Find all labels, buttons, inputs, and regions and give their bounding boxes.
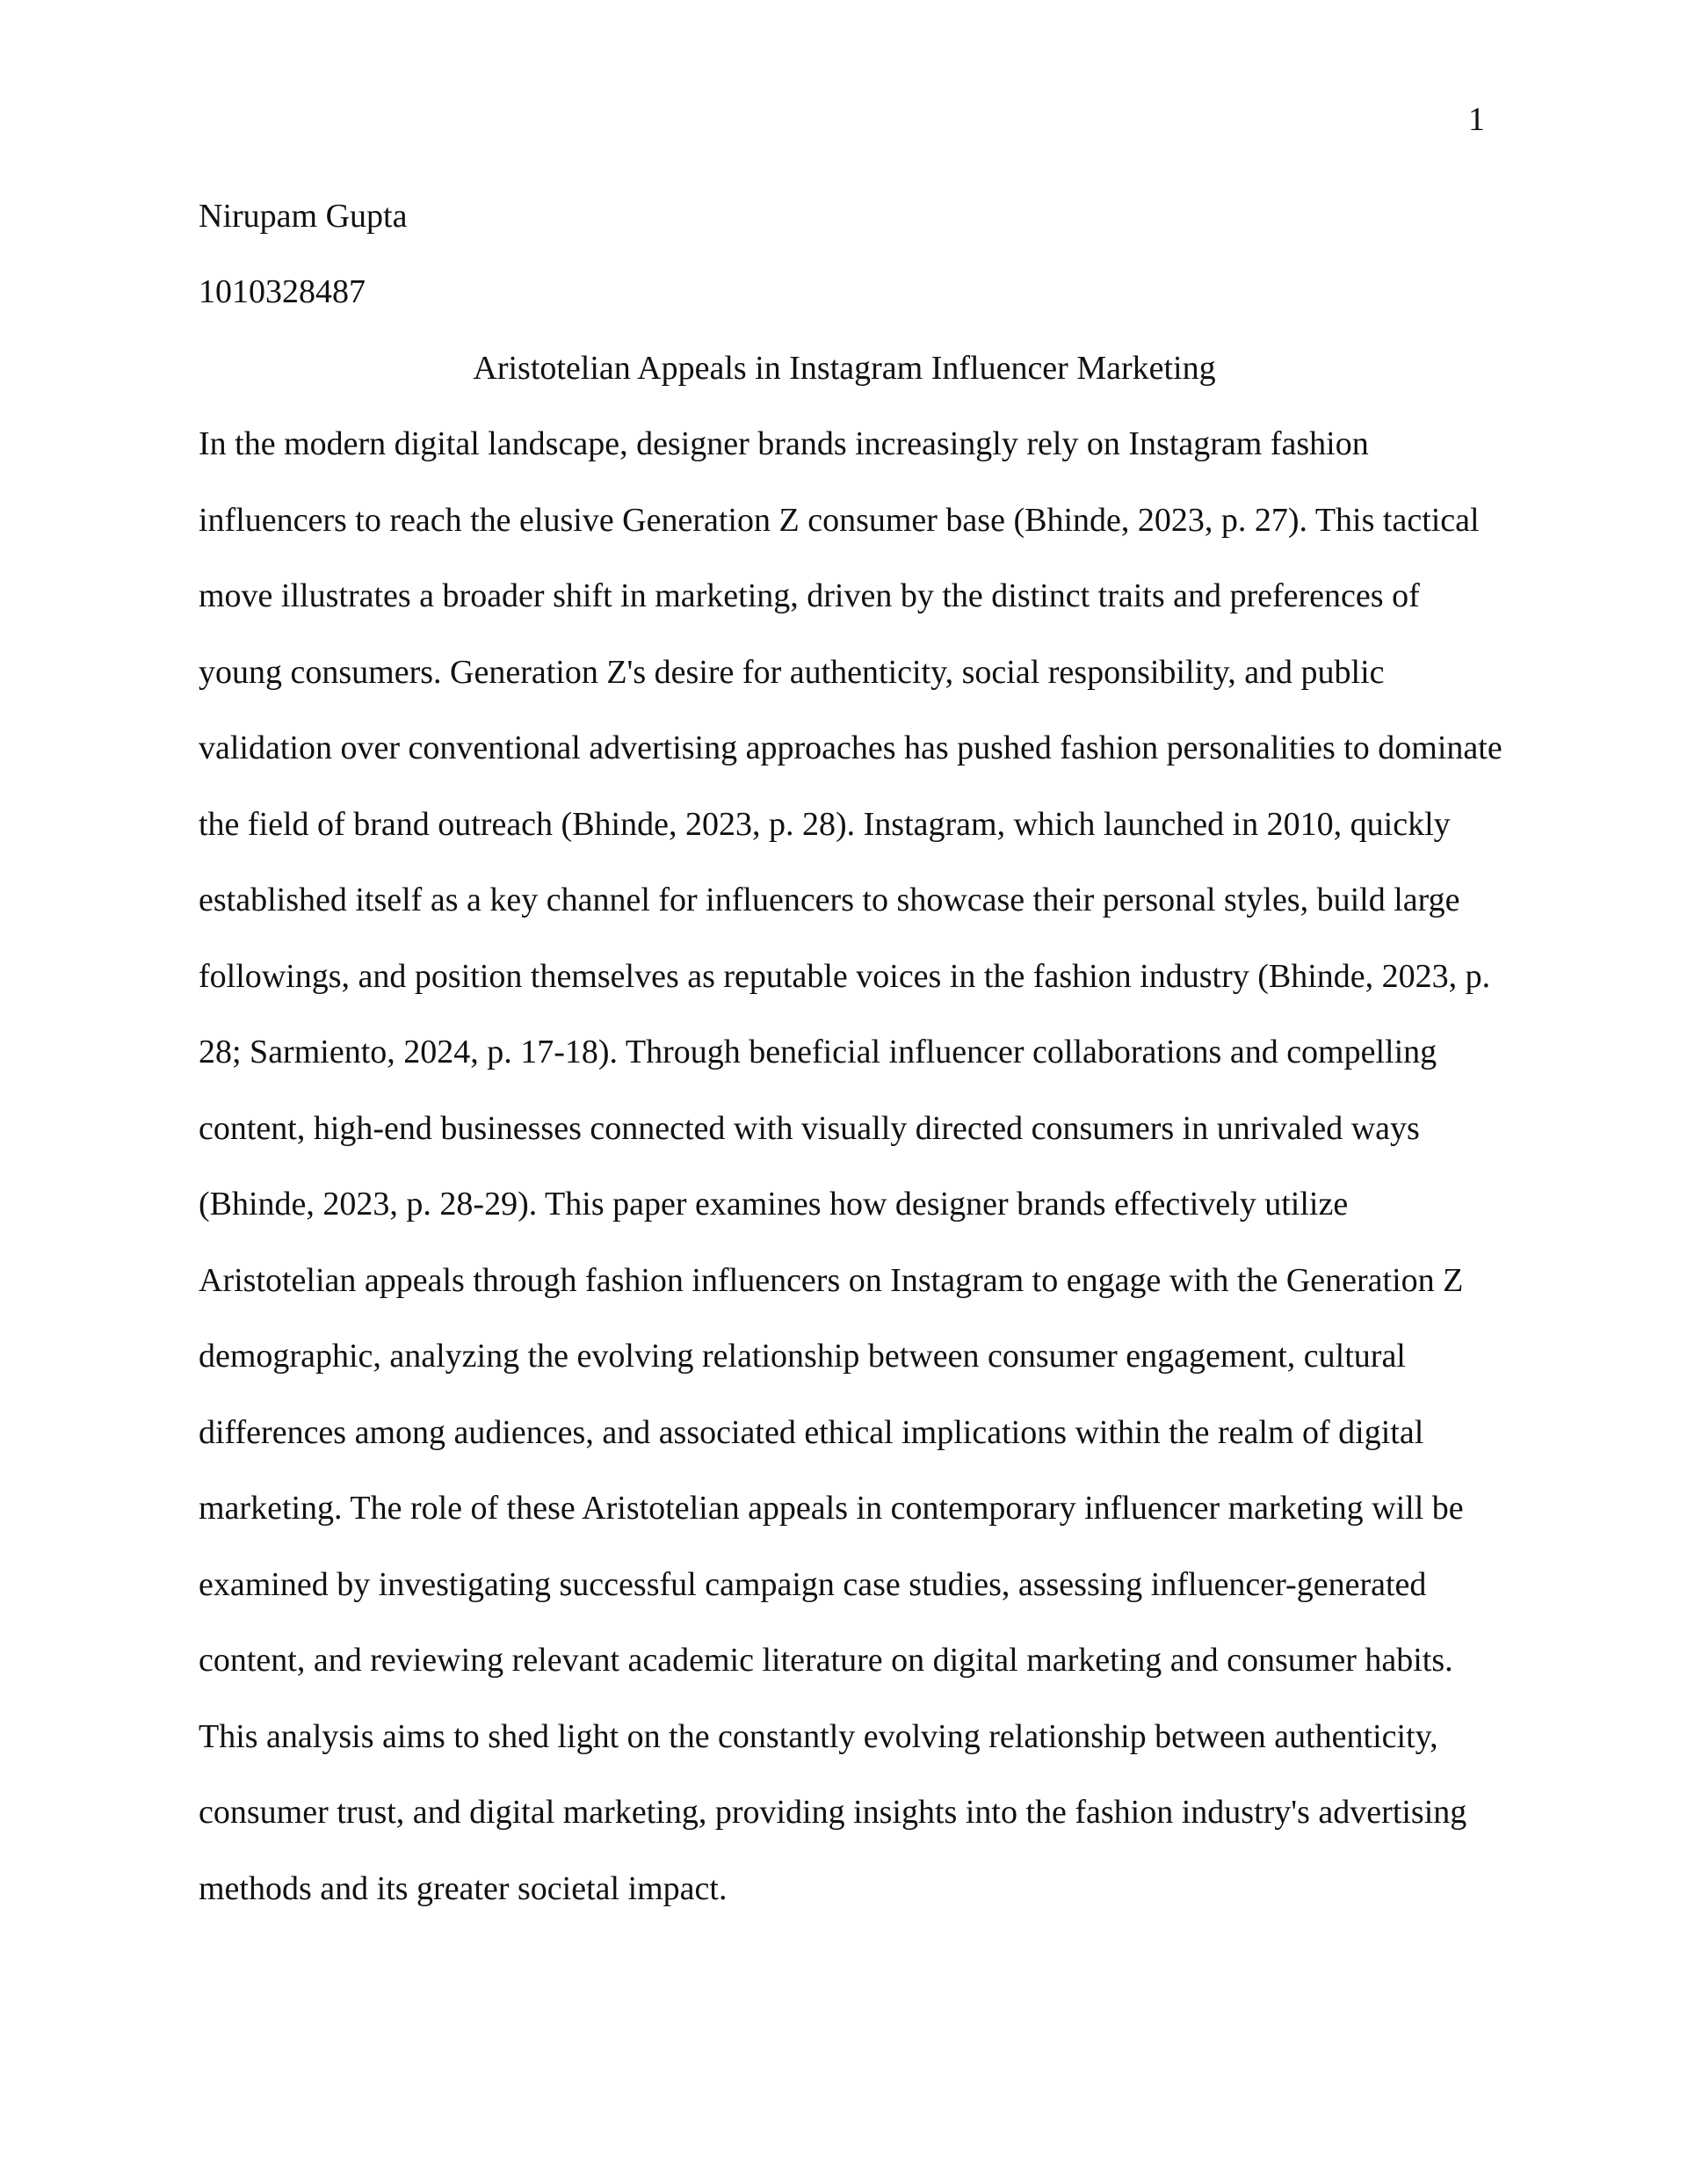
student-id: 1010328487 [199,273,366,310]
body-line: followings, and position themselves as reputable voices in the fashion industry (Bhinde, 2023, p. [199,957,1491,995]
body-line: 28; Sarmiento, 2024, p. 17-18). Through beneficial influencer collaborations and compelling [199,1034,1437,1070]
body-line: Aristotelian appeals through fashion influencers on Instagram to engage with the Generation Z [199,1261,1464,1299]
body-line: This analysis aims to shed light on the constantly evolving relationship between authenticity, [199,1717,1438,1755]
document-title: Aristotelian Appeals in Instagram Influencer Marketing [473,350,1216,387]
body-line: differences among audiences, and associated ethical implications within the realm of digital [199,1413,1424,1451]
author-name: Nirupam Gupta [199,198,408,235]
body-line: content, and reviewing relevant academic literature on digital marketing and consumer habits. [199,1642,1453,1679]
body-paragraph [199,424,1502,1945]
body-line: the field of brand outreach (Bhinde, 2023, p. 28). Instagram, which launched in 2010, quickly [199,805,1451,843]
body-line: young consumers. Generation Z's desire for authenticity, social responsibility, and public [199,653,1385,691]
body-line: move illustrates a broader shift in marketing, driven by the distinct traits and preferences of [199,577,1420,614]
body-line: methods and its greater societal impact. [199,1869,728,1907]
body-line: In the modern digital landscape, designer brands increasingly rely on Instagram fashion [199,425,1369,462]
body-line: consumer trust, and digital marketing, providing insights into the fashion industry's advertising [199,1794,1467,1831]
body-line: established itself as a key channel for influencers to showcase their personal styles, build large [199,882,1460,918]
body-line: marketing. The role of these Aristotelian appeals in contemporary influencer marketing will be [199,1490,1464,1527]
body-line: content, high-end businesses connected with visually directed consumers in unrivaled ways [199,1109,1420,1147]
body-line: validation over conventional advertising approaches has pushed fashion personalities to dominate [199,729,1502,766]
body-line: demographic, analyzing the evolving relationship between consumer engagement, cultural [199,1338,1406,1375]
body-line: (Bhinde, 2023, p. 28-29). This paper examines how designer brands effectively utilize [199,1186,1349,1223]
body-line: influencers to reach the elusive Generation Z consumer base (Bhinde, 2023, p. 27). This tactical [199,501,1480,539]
body-line: examined by investigating successful campaign case studies, assessing influencer-generated [199,1565,1427,1603]
page-number: 1 [1468,101,1485,138]
